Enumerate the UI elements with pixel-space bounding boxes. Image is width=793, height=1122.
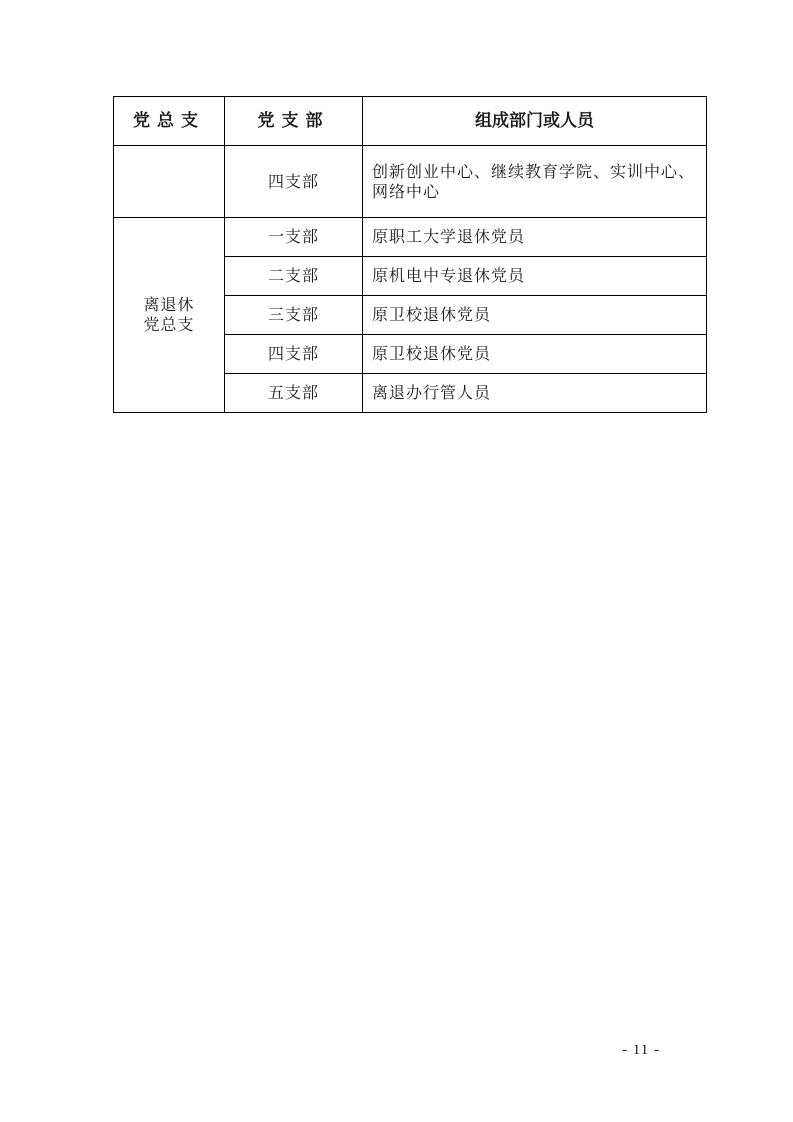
branch-cell: 一支部 bbox=[225, 218, 363, 257]
members-cell: 离退办行管人员 bbox=[363, 374, 707, 413]
table-header-row bbox=[114, 97, 707, 146]
general-branch-cell-retired bbox=[114, 218, 225, 413]
branch-cell: 二支部 bbox=[225, 257, 363, 296]
branch-cell: 三支部 bbox=[225, 296, 363, 335]
header-general-branch: 党总支 bbox=[114, 97, 225, 146]
members-cell: 原机电中专退休党员 bbox=[363, 257, 707, 296]
general-branch-cell-empty bbox=[114, 146, 225, 218]
members-cell: 原职工大学退休党员 bbox=[363, 218, 707, 257]
branch-cell: 五支部 bbox=[225, 374, 363, 413]
branch-cell: 四支部 bbox=[225, 146, 363, 218]
page-number: - 11 - bbox=[622, 1042, 660, 1058]
general-branch-name-line: 离退休 bbox=[143, 295, 195, 314]
header-branch: 党支部 bbox=[225, 97, 363, 146]
party-organization-table bbox=[113, 96, 707, 413]
header-members: 组成部门或人员 bbox=[363, 97, 707, 146]
members-line: 网络中心 bbox=[372, 181, 441, 201]
table-row bbox=[114, 146, 707, 218]
table-row bbox=[114, 218, 707, 257]
members-cell: 原卫校退休党员 bbox=[363, 296, 707, 335]
members-cell: 原卫校退休党员 bbox=[363, 335, 707, 374]
general-branch-name-line: 党总支 bbox=[143, 315, 195, 334]
members-line: 创新创业中心、继续教育学院、实训中心、 bbox=[372, 161, 696, 181]
members-cell bbox=[363, 146, 707, 218]
branch-cell: 四支部 bbox=[225, 335, 363, 374]
